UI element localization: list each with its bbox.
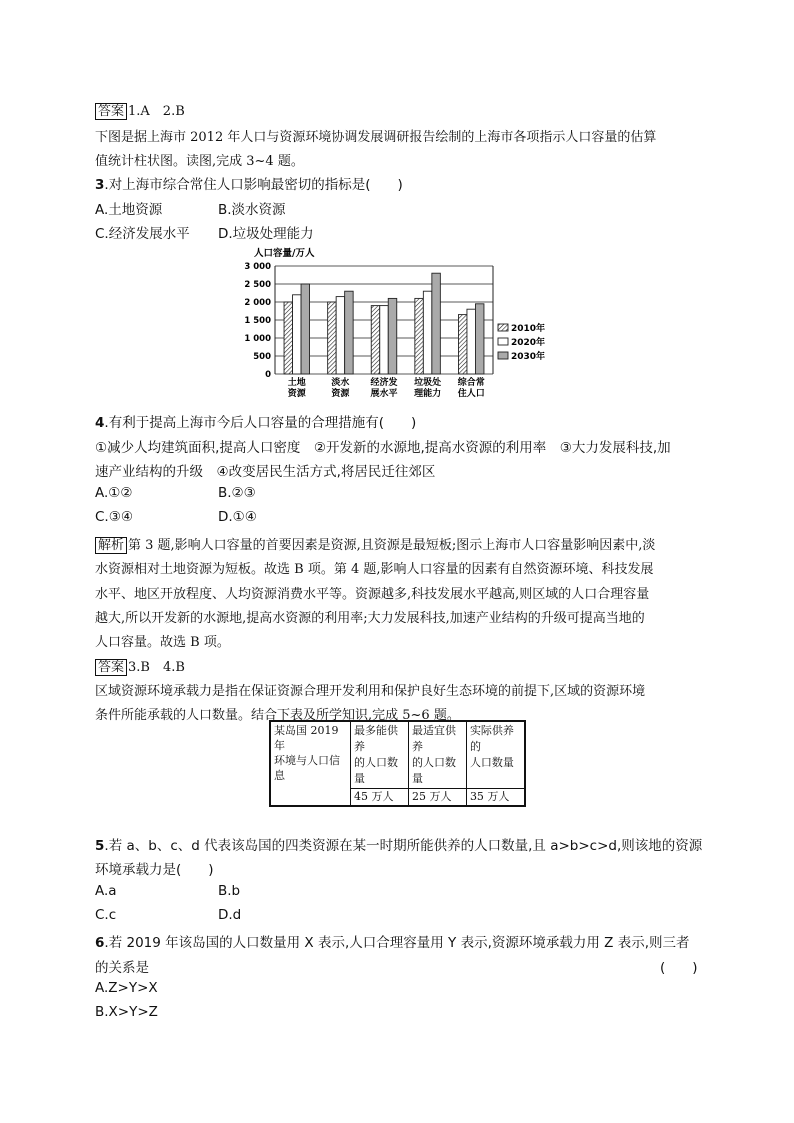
table-cell-text: 最适宜供 — [411, 724, 456, 737]
x-tick-label: 展水平 — [370, 389, 398, 399]
bar-2010年-4 — [458, 315, 467, 374]
table-cell-text: 实际供养 — [469, 724, 514, 737]
bar-2020年-0 — [293, 295, 302, 374]
legend-label: 2010年 — [511, 324, 546, 334]
answer-text: 3.B 4.B — [128, 660, 185, 675]
answer-bracket: ( ) — [660, 960, 698, 976]
bar-2010年-3 — [415, 298, 424, 374]
x-tick-label: 住人口 — [457, 389, 485, 399]
x-tick-label: 理能力 — [414, 389, 442, 399]
answer-line-1 — [95, 100, 185, 120]
x-tick-label: 垃圾处 — [414, 378, 442, 388]
option-b: B.X>Y>Z — [95, 1004, 158, 1020]
table-row-header — [270, 721, 351, 806]
question-number: 6 — [95, 935, 105, 951]
bar-2020年-1 — [336, 297, 345, 374]
table-cell-text: 人口数量 — [469, 756, 514, 769]
intro-paragraph-line: 下图是据上海市 2012 年人口与资源环境协调发展调研报告绘制的上海市各项指示人口容量的估算 — [95, 130, 657, 145]
bar-2030年-4 — [475, 304, 484, 374]
table-cell-text: 环境与人口信 — [274, 754, 340, 767]
option-b: B.b — [218, 883, 241, 899]
option-c: C.③④ — [95, 509, 133, 525]
x-tick-label: 淡水 — [331, 378, 350, 388]
table-cell-text: 的人口数 — [354, 756, 398, 769]
option-d: D.垃圾处理能力 — [218, 226, 314, 242]
x-tick-label: 土地 — [287, 378, 306, 388]
table-cell-text: 量 — [411, 772, 423, 785]
table-cell-text: 某岛国 2019 年 — [274, 724, 339, 752]
island-population-table — [269, 720, 526, 807]
answer-text: 1.A 2.B — [128, 104, 185, 119]
y-tick-label: 0 — [265, 370, 271, 380]
table-cell-actual: 35 万人 — [466, 789, 525, 807]
intro-paragraph-line: 区域资源环境承载力是指在保证资源合理开发利用和保护良好生态环境的前提下,区域的资源环境 — [95, 684, 646, 699]
intro-paragraph-line: 条件所能承载的人口数量。结合下表及所学知识,完成 5~6 题。 — [95, 708, 460, 723]
question-number: 4 — [95, 415, 105, 431]
analysis-line: 水平、地区开放程度、人均资源消费水平等。资源越多,科技发展水平越高,则区域的人口合理容量 — [95, 587, 650, 602]
bar-2030年-0 — [301, 284, 310, 374]
x-tick-label: 资源 — [331, 389, 350, 399]
option-b: B.②③ — [218, 485, 256, 501]
table-cell-text: 养 — [411, 740, 423, 753]
option-c: C.经济发展水平 — [95, 226, 190, 242]
question-4-item-line: ①减少人均建筑面积,提高人口密度 ②开发新的水源地,提高水资源的利用率 ③大力发展科技,加 — [95, 440, 671, 456]
question-4-stem — [95, 411, 416, 431]
table-cell-text: 最多能供 — [354, 724, 398, 737]
option-a: A.Z>Y>X — [95, 980, 158, 996]
answer-label: 答案 — [95, 659, 127, 676]
table-header-optimal — [408, 721, 466, 789]
table-cell-max: 45 万人 — [351, 789, 409, 807]
legend-label: 2020年 — [511, 338, 546, 348]
option-b: B.淡水资源 — [218, 202, 286, 218]
table-cell-text: 的 — [469, 740, 481, 753]
question-6-line-2: 的关系是 — [95, 960, 149, 976]
x-tick-label: 综合常 — [457, 378, 485, 388]
y-tick-label: 1 000 — [244, 334, 271, 344]
question-5-line-2: 环境承载力是( ) — [95, 862, 214, 878]
table-cell-text: 量 — [354, 772, 365, 785]
bar-2030年-3 — [432, 273, 441, 374]
option-a: A.a — [95, 883, 117, 899]
y-tick-label: 2 000 — [244, 298, 271, 308]
question-5-stem — [95, 834, 702, 854]
bar-2010年-2 — [371, 306, 380, 374]
table-header-max — [351, 721, 409, 789]
population-capacity-bar-chart — [240, 244, 560, 404]
legend-swatch — [498, 352, 508, 359]
legend-label: 2030年 — [511, 352, 546, 362]
question-6-stem — [95, 931, 690, 951]
x-tick-label: 资源 — [287, 389, 306, 399]
question-4-item-line: 速产业结构的升级 ④改变居民生活方式,将居民迁往郊区 — [95, 464, 436, 480]
option-a: A.土地资源 — [95, 202, 163, 218]
option-d: D.d — [218, 907, 242, 923]
option-d: D.①④ — [218, 509, 257, 525]
answer-line-2 — [95, 656, 185, 676]
analysis-line: 越大,所以开发新的水源地,提高水资源的利用率;大力发展科技,加速产业结构的升级可提高当地的 — [95, 611, 645, 626]
bar-2030年-1 — [345, 291, 354, 374]
intro-paragraph-line: 值统计柱状图。读图,完成 3~4 题。 — [95, 154, 304, 169]
question-number: 5 — [95, 838, 105, 854]
bar-2010年-0 — [284, 302, 293, 374]
bar-2010年-1 — [328, 302, 337, 374]
question-text: .有利于提高上海市今后人口容量的合理措施有( ) — [104, 415, 417, 431]
answer-label: 答案 — [95, 103, 127, 120]
question-text: .对上海市综合常住人口影响最密切的指标是( ) — [104, 177, 403, 193]
analysis-label: 解析 — [95, 537, 127, 554]
bar-2020年-3 — [423, 291, 432, 374]
question-number: 3 — [95, 177, 105, 193]
legend-swatch — [498, 324, 508, 331]
table-cell-optimal: 25 万人 — [408, 789, 466, 807]
y-tick-label: 2 500 — [244, 280, 271, 290]
y-tick-label: 500 — [253, 352, 271, 362]
analysis-line: 水资源相对土地资源为短板。故选 B 项。第 4 题,影响人口容量的因素有自然资源环境、科技发展 — [95, 562, 654, 577]
y-axis-label: 人口容量/万人 — [254, 248, 315, 259]
y-tick-label: 3 000 — [244, 262, 271, 272]
question-text: .若 a、b、c、d 代表该岛国的四类资源在某一时期所能供养的人口数量,且 a>b>c>d,则该地的资源 — [104, 838, 703, 854]
analysis-text: 第 3 题,影响人口容量的首要因素是资源,且资源是最短板;图示上海市人口容量影响因素中,淡 — [128, 538, 656, 553]
option-c: C.c — [95, 907, 117, 923]
analysis-line — [95, 534, 655, 554]
bar-2020年-2 — [380, 306, 389, 374]
bar-2020年-4 — [467, 309, 476, 374]
analysis-line: 人口容量。故选 B 项。 — [95, 635, 230, 650]
question-3-stem — [95, 173, 403, 193]
legend-swatch — [498, 338, 508, 345]
x-tick-label: 经济发 — [370, 378, 398, 388]
table-cell-text: 息 — [274, 769, 285, 782]
table-cell-text: 的人口数 — [411, 756, 456, 769]
option-a: A.①② — [95, 485, 133, 501]
question-text: .若 2019 年该岛国的人口数量用 X 表示,人口合理容量用 Y 表示,资源环境承载力用 Z 表示,则三者 — [104, 935, 690, 951]
y-tick-label: 1 500 — [244, 316, 271, 326]
table-cell-text: 养 — [354, 740, 365, 753]
bar-2030年-2 — [388, 298, 397, 374]
table-header-actual — [466, 721, 525, 789]
